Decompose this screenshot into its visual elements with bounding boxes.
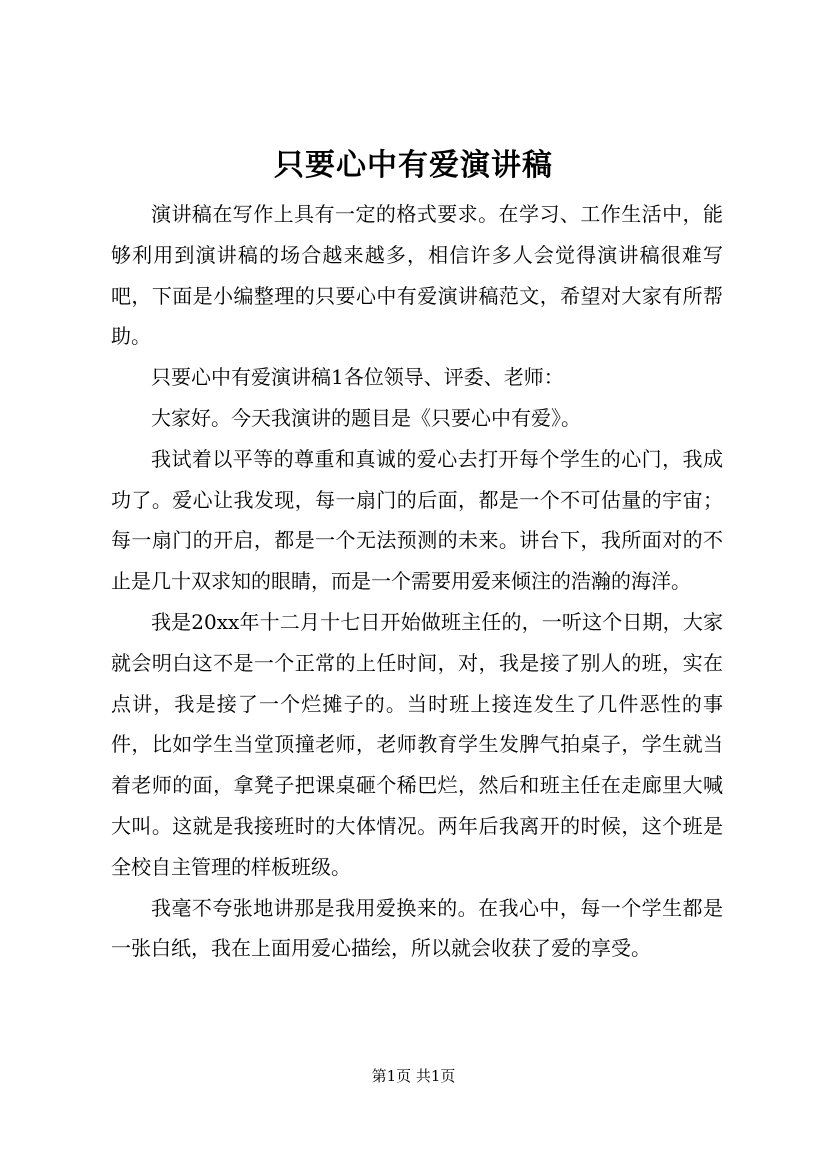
- paragraph-intro: 演讲稿在写作上具有一定的格式要求。在学习、工作生活中，能够利用到演讲稿的场合越来越多，相信许多人会觉得演讲稿很难写吧，下面是小编整理的只要心中有爱演讲稿范文，希望对大家有所帮助。: [111, 202, 723, 349]
- document-body: [111, 194, 723, 969]
- paragraph-salutation: 只要心中有爱演讲稿1各位领导、评委、老师：: [151, 365, 564, 390]
- paragraph-open-hearts: 我试着以平等的尊重和真诚的爱心去打开每个学生的心门，我成功了。爱心让我发现，每一扇门的后面，都是一个不可估量的宇宙；每一扇门的开启，都是一个无法预测的未来。讲台下，我所面对的不止是几十双求知的眼睛，而是一个需要用爱来倾注的浩瀚的海洋。: [111, 446, 723, 594]
- paragraph-greeting: 大家好。今天我演讲的题目是《只要心中有爱》。: [151, 405, 581, 430]
- document-title: 只要心中有爱演讲稿: [274, 148, 553, 183]
- page-footer: 第1页 共1页: [371, 1067, 456, 1085]
- paragraph-love-reward: 我毫不夸张地讲那是我用爱换来的。在我心中，每一个学生都是一张白纸，我在上面用爱心描绘，所以就会收获了爱的享受。: [111, 895, 723, 961]
- paragraph-class-story: 我是20xx年十二月十七日开始做班主任的，一听这个日期，大家就会明白这不是一个正常的上任时间，对，我是接了别人的班，实在点讲，我是接了一个烂摊子的。当时班上接连发生了几件恶性的事件，比如学生当堂顶撞老师，老师教育学生发脾气拍桌子，学生就当着老师的面，拿凳子把课桌砸个稀巴烂，然后和班主任在走廊里大喊大叫。这就是我接班时的大体情况。两年后我离开的时候，这个班是全校自主管理的样板班级。: [111, 609, 723, 879]
